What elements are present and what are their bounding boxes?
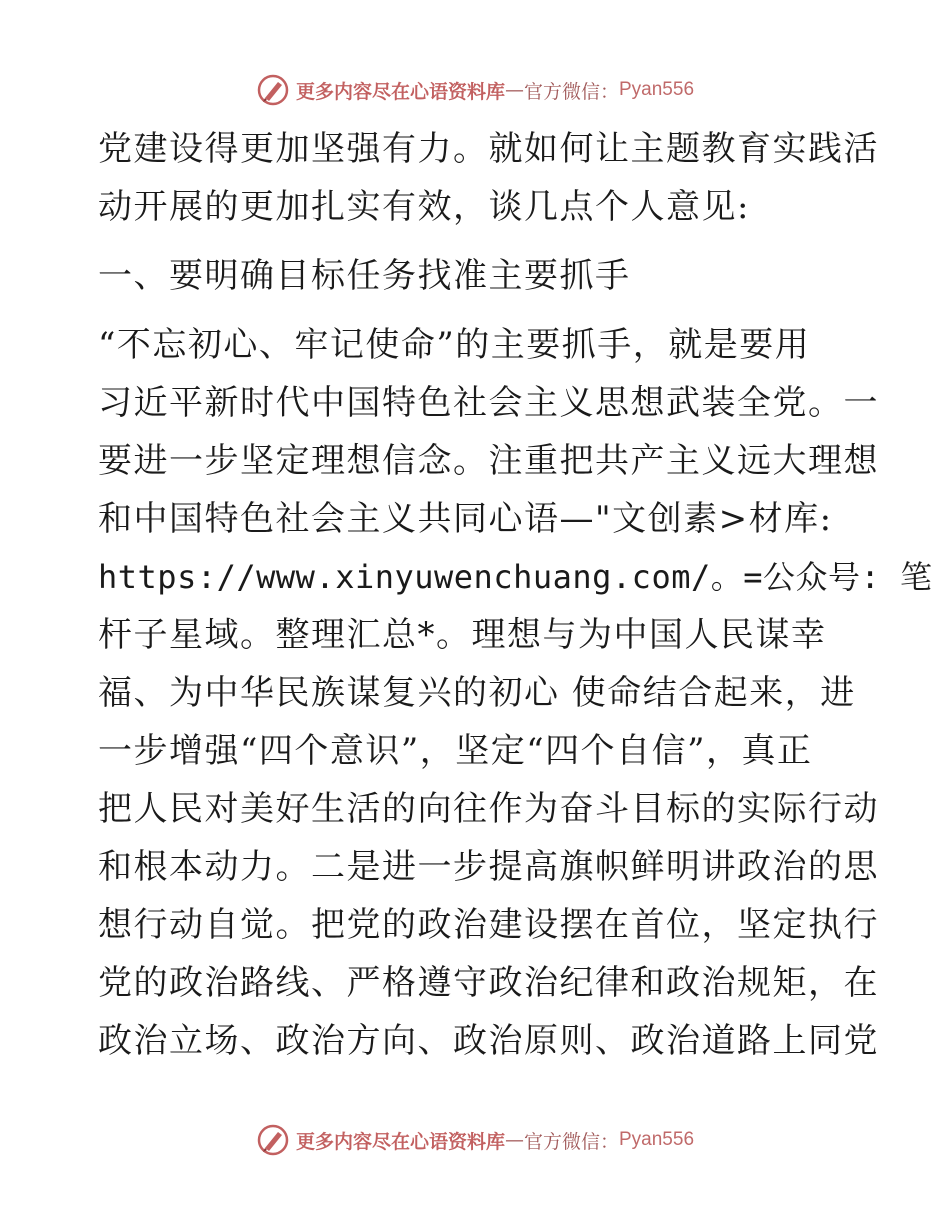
body-line: 动开展的更加扎实有效，谈几点个人意见: — [98, 187, 750, 227]
body-line: 杆子星域。整理汇总*。理想与为中国人民谋幸 — [98, 615, 827, 655]
body-line: 和中国特色社会主义共同心语—"文创素>材库: — [98, 499, 833, 539]
body-line: 党的政治路线、严格遵守政治纪律和政治规矩，在 — [98, 963, 879, 1003]
body-line: 要进一步坚定理想信念。注重把共产主义远大理想 — [98, 441, 879, 481]
header-watermark — [0, 70, 950, 110]
body-line: “不忘初心、牢记使命”的主要抓手，就是要用 — [98, 325, 811, 365]
body-line: 和根本动力。二是进一步提高旗帜鲜明讲政治的思 — [98, 847, 879, 887]
watermark-main-text: 更多内容尽在心语资料库 — [295, 80, 505, 103]
watermark-wechat-label: 官方微信： — [523, 1130, 619, 1153]
body-line: 党建设得更加坚强有力。就如何让主题教育实践活 — [98, 129, 879, 169]
pen-logo-icon — [256, 1123, 290, 1157]
body-line: 把人民对美好生活的向往作为奋斗目标的实际行动 — [98, 789, 879, 829]
watermark-wechat-id: Pyan556 — [619, 1129, 695, 1150]
document-body — [98, 120, 933, 1070]
body-line: 一步增强“四个意识”，坚定“四个自信”，真正 — [98, 731, 813, 771]
body-line: 福、为中华民族谋复兴的初心 使命结合起来，进 — [98, 673, 856, 713]
watermark-wechat-id: Pyan556 — [619, 79, 695, 100]
watermark-dash: — — [504, 79, 524, 101]
footer-watermark — [0, 1120, 950, 1160]
body-line: 想行动自觉。把党的政治建设摆在首位，坚定执行 — [98, 905, 879, 945]
pen-logo-icon — [256, 73, 290, 107]
body-line: 政治立场、政治方向、政治原则、政治道路上同党 — [98, 1021, 879, 1061]
body-line-url: https://www.xinyuwenchuang.com/。=公众号: 笔 — [98, 558, 933, 596]
body-line: 习近平新时代中国特色社会主义思想武装全党。一 — [98, 383, 879, 423]
watermark-dash: — — [504, 1129, 524, 1151]
watermark-wechat-label: 官方微信： — [523, 80, 619, 103]
section-heading: 一、要明确目标任务找准主要抓手 — [98, 256, 631, 296]
watermark-main-text: 更多内容尽在心语资料库 — [295, 1130, 505, 1153]
